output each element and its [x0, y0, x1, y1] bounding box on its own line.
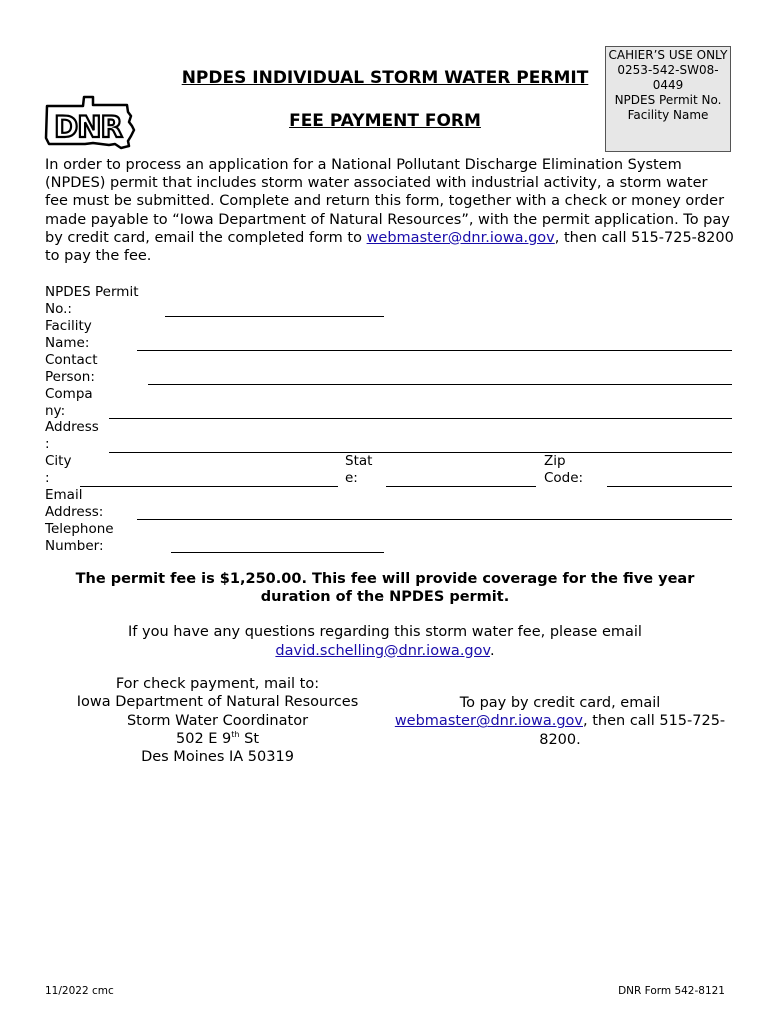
- label-permit-no: NPDES Permit No.:: [45, 284, 139, 317]
- input-telephone[interactable]: [171, 552, 384, 553]
- input-city[interactable]: [80, 486, 338, 487]
- label-state: Stat e:: [345, 453, 373, 486]
- card-line1: To pay by credit card, email: [459, 695, 661, 711]
- dnr-logo: [43, 92, 137, 152]
- cashier-label: CAHIER’S USE ONLY: [608, 48, 728, 62]
- check-line2: Storm Water Coordinator: [126, 712, 309, 729]
- fee-notice: The permit fee is $1,250.00. This fee will provide coverage for the five year duration of the NPDES permit.: [75, 571, 695, 605]
- card-payment-block: [390, 694, 730, 749]
- label-company: Compa ny:: [45, 386, 93, 419]
- check-heading: For check payment, mail to:: [115, 676, 320, 692]
- intro-text-after: , then call 515-725-8200 to pay the fee.: [45, 229, 734, 265]
- label-address: Address :: [45, 419, 99, 452]
- card-email-link[interactable]: webmaster@dnr.iowa.gov: [394, 713, 583, 730]
- page-title: NPDES INDIVIDUAL STORM WATER PERMIT: [181, 68, 589, 88]
- label-telephone: Telephone Number:: [45, 521, 114, 554]
- cashier-use-box: [605, 46, 731, 152]
- check-line4: Des Moines IA 50319: [141, 749, 294, 766]
- intro-text: In order to process an application for a National Pollutant Discharge Elimination System (NPDES) permit that includes storm water associated with industrial activity, a storm water fee must be submitted. Complete and return this form, together with a check or money order made payable to “Iowa Department of Natural Resources”, with the permit application. To pay by credit card, email the completed form to: [45, 157, 730, 246]
- label-email: Email Address:: [45, 487, 104, 520]
- label-facility: Facility Name:: [45, 318, 92, 351]
- cashier-code: 0253-542-SW08-0449: [617, 63, 719, 92]
- questions-text: If you have any questions regarding this storm water fee, please email: [128, 624, 642, 640]
- input-facility[interactable]: [137, 350, 732, 351]
- intro-email-link[interactable]: webmaster@dnr.iowa.gov: [366, 229, 555, 246]
- input-zip[interactable]: [607, 486, 732, 487]
- footer-form-number: DNR Form 542-8121: [618, 985, 725, 997]
- input-permit-no[interactable]: [165, 316, 384, 317]
- input-address[interactable]: [109, 452, 732, 453]
- card-line2: , then call 515-725-8200.: [539, 713, 726, 748]
- questions-email-link[interactable]: david.schelling@dnr.iowa.gov: [275, 642, 490, 659]
- check-payment-block: [45, 675, 390, 766]
- cashier-permit-no: NPDES Permit No.: [614, 93, 722, 107]
- footer-date: 11/2022 cmc: [45, 985, 114, 997]
- check-line3: 502 E 9th St: [176, 729, 259, 747]
- logo-text: DNR: [54, 110, 122, 144]
- input-contact[interactable]: [148, 384, 732, 385]
- input-state[interactable]: [386, 486, 536, 487]
- intro-paragraph: [45, 156, 735, 265]
- cashier-facility: Facility Name: [627, 108, 709, 122]
- label-city: City :: [45, 453, 72, 486]
- check-line1: Iowa Department of Natural Resources: [76, 694, 359, 711]
- label-zip: Zip Code:: [544, 453, 584, 486]
- page-subtitle: FEE PAYMENT FORM: [289, 111, 481, 131]
- input-company[interactable]: [109, 418, 732, 419]
- questions-paragraph: If you have any questions regarding this storm water fee, please email david.schelling@dnr.iowa.gov.: [45, 623, 725, 660]
- input-email[interactable]: [137, 519, 732, 520]
- label-contact: Contact Person:: [45, 352, 98, 385]
